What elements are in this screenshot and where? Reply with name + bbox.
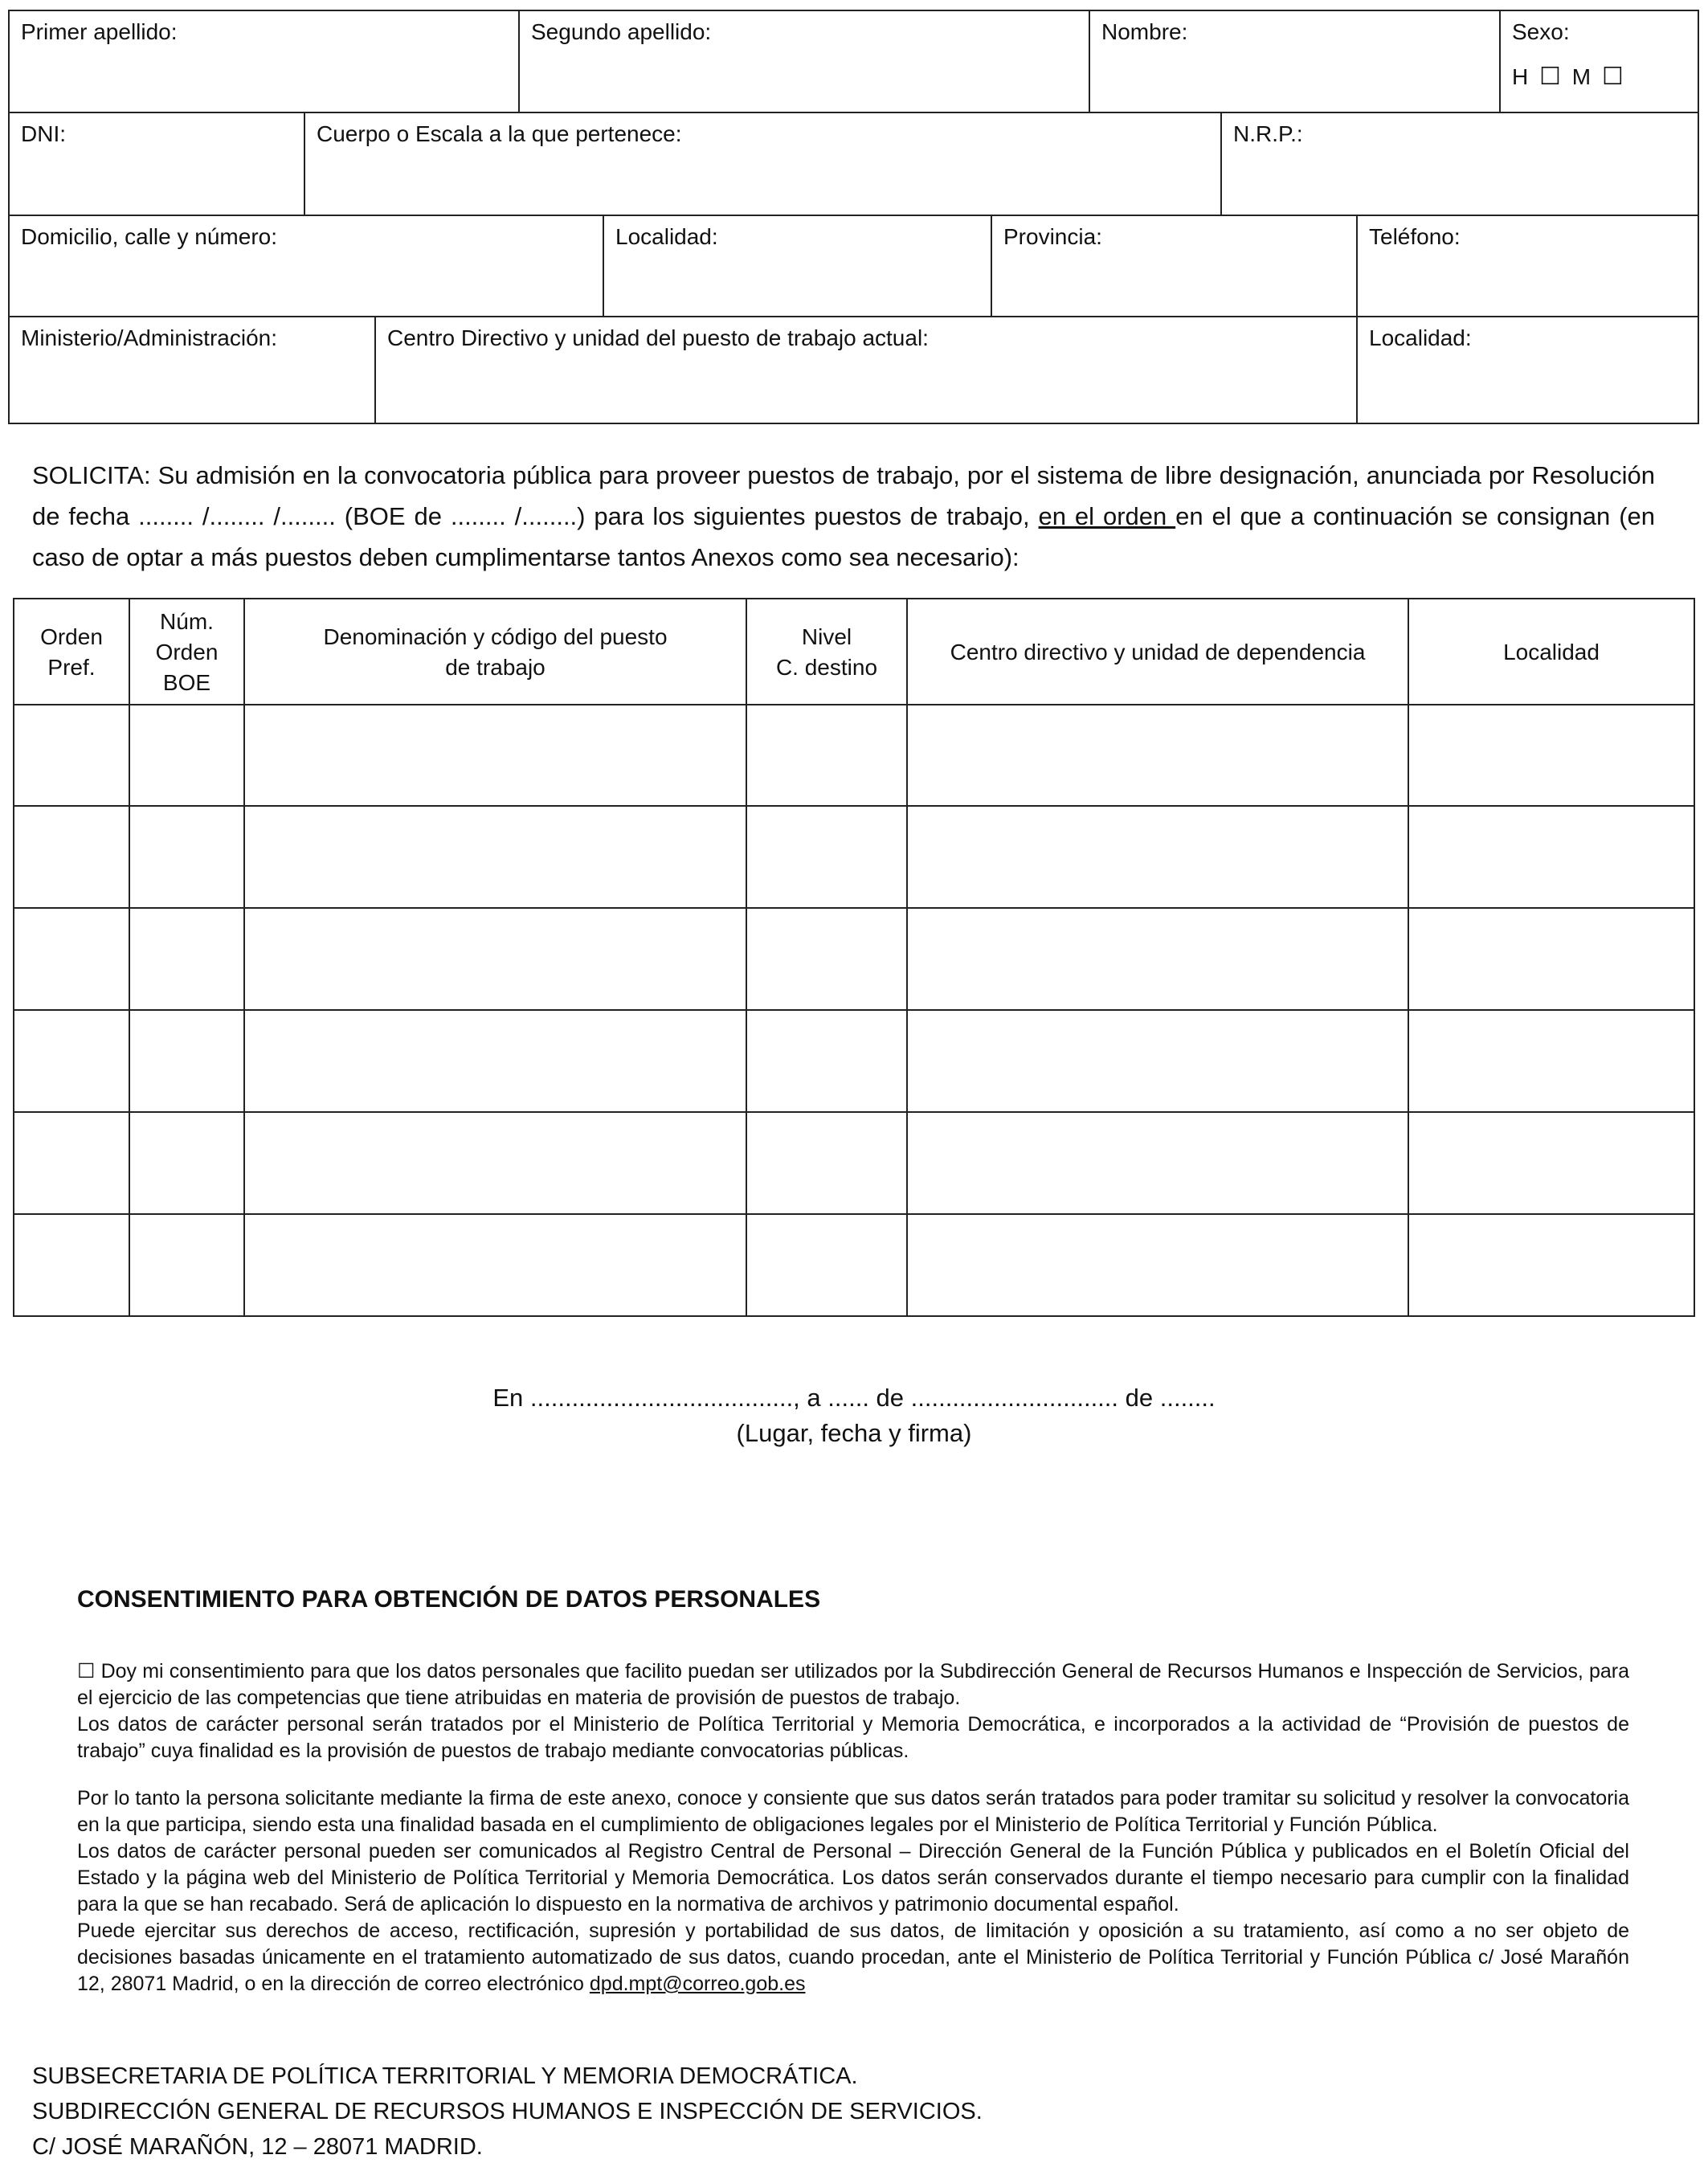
localidad-actual-label: Localidad: (1369, 325, 1472, 350)
localidad-label: Localidad: (615, 224, 718, 249)
ministerio-label: Ministerio/Administración: (21, 325, 277, 350)
localidad-field[interactable] (604, 216, 992, 317)
header-nivel: Nivel C. destino (747, 599, 908, 705)
header-denominacion: Denominación y código del puesto de trabajo (245, 599, 747, 705)
firma-caption: (Lugar, fecha y firma) (736, 1419, 972, 1447)
nrp-label: N.R.P.: (1233, 121, 1303, 146)
telefono-field[interactable] (1358, 216, 1698, 317)
nombre-label: Nombre: (1101, 19, 1188, 44)
primer-apellido-field[interactable] (10, 11, 520, 113)
footer-line-3: C/ JOSÉ MARAÑÓN, 12 – 28071 MADRID. (32, 2134, 483, 2160)
consent-p3: Por lo tanto la persona solicitante mediante la firma de este anexo, conoce y consiente que sus datos serán tratados para poder tramitar su solicitud y resolver la convocatoria en la que participa, siendo esta una finalidad basada en el cumplimiento de obligaciones legales por el Ministerio de Política Territorial y Función Pública. (77, 1787, 1629, 1836)
solicita-text-1: SOLICITA: Su admisión en la convocatoria pública para proveer puestos de trabajo, por el sistema de libre designación, anunciada por Resolución de fecha ........ /........ /........ (BOE de ........ /........) para los siguientes puestos de trabajo, (32, 461, 1655, 530)
sexo-field (1501, 11, 1698, 113)
domicilio-label: Domicilio, calle y número: (21, 224, 277, 249)
footer-line-2: SUBDIRECCIÓN GENERAL DE RECURSOS HUMANOS E INSPECCIÓN DE SERVICIOS. (32, 2099, 983, 2124)
cuerpo-label: Cuerpo o Escala a la que pertenece: (317, 121, 682, 146)
centro-actual-field[interactable] (376, 317, 1358, 423)
puestos-table (13, 598, 1695, 1317)
sexo-m-checkbox[interactable]: ☐ (1601, 63, 1624, 90)
sexo-h-label: H (1512, 64, 1529, 89)
consent-p4: Los datos de carácter personal pueden ser comunicados al Registro Central de Personal – Dirección General de la Función Pública y publicados en el Boletín Oficial del Estado y la página web del Ministerio de Política Territorial y Memoria Democrática. Los datos serán conservados durante el tiempo necesario para cumplir con la finalidad para la que se han recabado. Será de aplicación lo dispuesto en la normativa de archivos y patrimonio documental español. (77, 1840, 1629, 1916)
firma-line: En ......................................, a ...... de .............................. de ........ (492, 1384, 1216, 1412)
header-num-orden-boe: Núm. Orden BOE (130, 599, 245, 705)
segundo-apellido-label: Segundo apellido: (531, 19, 712, 44)
consent-block-1 (77, 1658, 1629, 1764)
header-orden-pref: Orden Pref. (14, 599, 130, 705)
nrp-field[interactable] (1222, 113, 1698, 216)
dni-field[interactable] (10, 113, 305, 216)
solicita-paragraph (32, 455, 1655, 578)
header-localidad: Localidad (1503, 640, 1600, 664)
provincia-field[interactable] (992, 216, 1358, 317)
consent-p1: Doy mi consentimiento para que los datos personales que facilito puedan ser utilizados por la Subdirección General de Recursos Humanos e Inspección de Servicios, para el ejercicio de las competencias que tiene atribuidas en materia de provisión de puestos de trabajo. (77, 1660, 1629, 1709)
centro-actual-label: Centro Directivo y unidad del puesto de trabajo actual: (387, 325, 929, 350)
row-divider (14, 907, 1694, 909)
solicita-text-underlined: en el orden (1038, 502, 1176, 530)
consent-checkbox[interactable]: ☐ (77, 1660, 96, 1683)
localidad-actual-field[interactable] (1358, 317, 1698, 423)
consent-block-2 (77, 1785, 1629, 1997)
telefono-label: Teléfono: (1369, 224, 1461, 249)
cuerpo-field[interactable] (305, 113, 1222, 216)
header-centro-directivo: Centro directivo y unidad de dependencia (908, 599, 1409, 705)
row-divider (14, 1009, 1694, 1011)
dni-label: DNI: (21, 121, 66, 146)
dpd-email-link[interactable]: dpd.mpt@correo.gob.es (589, 1973, 806, 1995)
domicilio-field[interactable] (10, 216, 604, 317)
ministerio-field[interactable] (10, 317, 376, 423)
row-divider (14, 704, 1694, 705)
nombre-field[interactable] (1090, 11, 1501, 113)
sexo-m-label: M (1571, 64, 1592, 89)
row-divider (14, 805, 1694, 807)
row-divider (14, 1213, 1694, 1215)
segundo-apellido-field[interactable] (520, 11, 1090, 113)
consent-p2: Los datos de carácter personal serán tratados por el Ministerio de Política Territorial y Memoria Democrática, e incorporados a la actividad de “Provisión de puestos de trabajo” cuya finalidad es la provisión de puestos de trabajo mediante convocatorias públicas. (77, 1713, 1629, 1762)
sexo-label: Sexo: (1512, 19, 1570, 44)
footer-line-1: SUBSECRETARIA DE POLÍTICA TERRITORIAL Y MEMORIA DEMOCRÁTICA. (32, 2063, 858, 2089)
primer-apellido-label: Primer apellido: (21, 19, 178, 44)
solicita-text-2: en el que a continuación se consignan (en caso de optar a más puestos deben cumplimentarse tantos Anexos como sea necesario): (32, 502, 1656, 571)
row-divider (14, 1111, 1694, 1113)
footer-address (32, 2059, 983, 2163)
sexo-h-checkbox[interactable]: ☐ (1539, 63, 1561, 90)
provincia-label: Provincia: (1003, 224, 1102, 249)
consent-p5: Puede ejercitar sus derechos de acceso, rectificación, supresión y portabilidad de sus datos, de limitación y oposición a su tratamiento, así como a no ser objeto de decisiones basadas únicamente en el tratamiento automatizado de sus datos, cuando procedan, ante el Ministerio de Política Territorial y Función Pública c/ José Marañón 12, 28071 Madrid, o en la dirección de correo electrónico (77, 1920, 1629, 1995)
consent-title: CONSENTIMIENTO PARA OBTENCIÓN DE DATOS PERSONALES (77, 1586, 821, 1613)
personal-data-grid (8, 10, 1699, 424)
